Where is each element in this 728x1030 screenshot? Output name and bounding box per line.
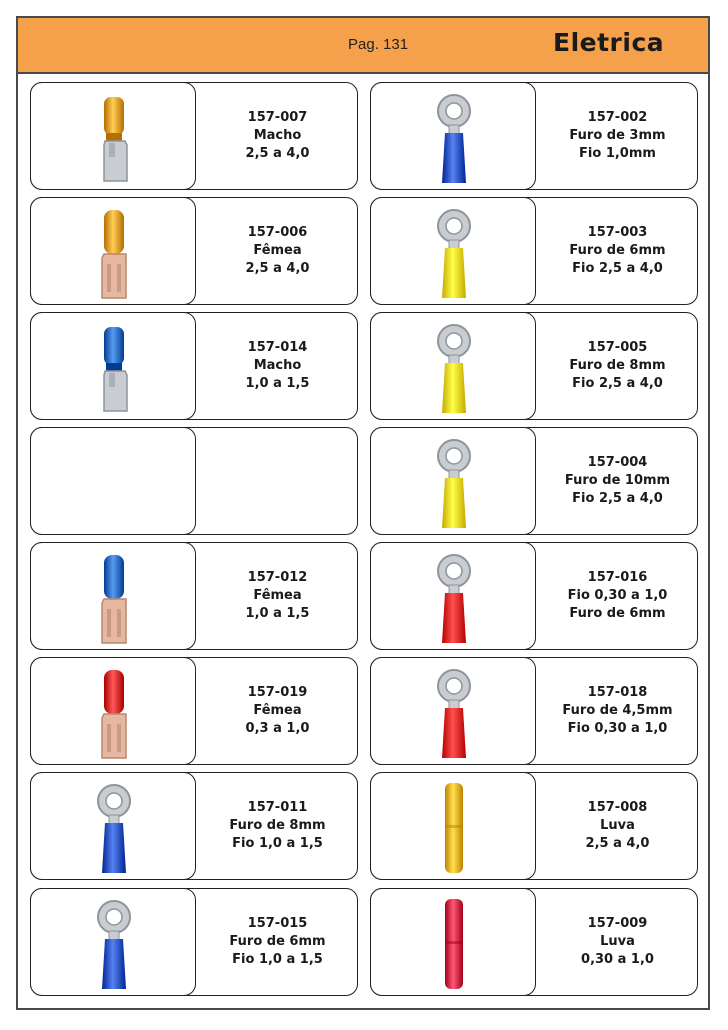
ring-terminal-icon bbox=[31, 889, 197, 997]
product-description bbox=[536, 313, 699, 419]
product-type: Macho bbox=[253, 358, 302, 373]
product-spec: Fio 2,5 a 4,0 bbox=[572, 376, 663, 391]
product-description bbox=[536, 658, 699, 764]
product-code: 157-016 bbox=[587, 570, 648, 585]
product-spec: 0,3 a 1,0 bbox=[245, 721, 310, 736]
product-spec: 2,5 a 4,0 bbox=[245, 146, 310, 161]
product-description bbox=[536, 198, 699, 304]
product-type: Furo de 3mm bbox=[569, 128, 666, 143]
product-card bbox=[30, 197, 358, 305]
product-image-box bbox=[30, 772, 196, 880]
product-image-box bbox=[370, 657, 536, 765]
product-type: Luva bbox=[600, 818, 635, 833]
product-image-box bbox=[370, 542, 536, 650]
product-description bbox=[196, 658, 359, 764]
product-spec: 0,30 a 1,0 bbox=[581, 952, 654, 967]
female-spade-terminal-icon bbox=[31, 543, 197, 651]
product-card bbox=[370, 427, 698, 535]
product-card bbox=[370, 772, 698, 880]
product-image-box bbox=[30, 427, 196, 535]
page-header bbox=[18, 18, 708, 74]
product-image-box bbox=[30, 312, 196, 420]
product-image-box bbox=[370, 427, 536, 535]
product-image-box bbox=[30, 197, 196, 305]
product-code: 157-018 bbox=[587, 685, 648, 700]
female-spade-terminal-icon bbox=[31, 658, 197, 766]
product-type: Furo de 10mm bbox=[564, 473, 671, 488]
product-description bbox=[536, 543, 699, 649]
product-type: Fêmea bbox=[253, 588, 302, 603]
product-description bbox=[196, 889, 359, 995]
product-description bbox=[536, 428, 699, 534]
ring-terminal-icon bbox=[371, 313, 537, 421]
product-description bbox=[196, 428, 359, 534]
product-code: 157-015 bbox=[247, 916, 308, 931]
ring-terminal-icon bbox=[371, 83, 537, 191]
product-card bbox=[30, 542, 358, 650]
product-description bbox=[536, 83, 699, 189]
product-card bbox=[30, 82, 358, 190]
product-spec: Fio 1,0 a 1,5 bbox=[232, 952, 323, 967]
product-description bbox=[536, 773, 699, 879]
product-card bbox=[30, 772, 358, 880]
product-code: 157-002 bbox=[587, 110, 648, 125]
product-code: 157-009 bbox=[587, 916, 648, 931]
product-spec: 2,5 a 4,0 bbox=[245, 261, 310, 276]
product-spec: Fio 1,0mm bbox=[579, 146, 656, 161]
ring-terminal-icon bbox=[371, 198, 537, 306]
product-card bbox=[30, 427, 358, 535]
product-code: 157-011 bbox=[247, 800, 308, 815]
product-card bbox=[30, 888, 358, 996]
ring-terminal-icon bbox=[31, 773, 197, 881]
product-card bbox=[370, 542, 698, 650]
male-spade-terminal-icon bbox=[31, 83, 197, 191]
product-image-box bbox=[370, 197, 536, 305]
product-type: Fio 0,30 a 1,0 bbox=[567, 588, 668, 603]
ring-terminal-icon bbox=[371, 428, 537, 536]
product-type: Luva bbox=[600, 934, 635, 949]
product-spec: 2,5 a 4,0 bbox=[585, 836, 650, 851]
product-image-box bbox=[30, 888, 196, 996]
product-code: 157-005 bbox=[587, 340, 648, 355]
product-description bbox=[196, 543, 359, 649]
male-spade-terminal-icon bbox=[31, 313, 197, 421]
product-image-box bbox=[370, 772, 536, 880]
product-code: 157-014 bbox=[247, 340, 308, 355]
butt-splice-icon bbox=[371, 889, 537, 997]
product-image-box bbox=[370, 888, 536, 996]
product-type: Macho bbox=[253, 128, 302, 143]
product-code: 157-019 bbox=[247, 685, 308, 700]
product-image-box bbox=[30, 657, 196, 765]
product-code: 157-007 bbox=[247, 110, 308, 125]
product-spec: Fio 0,30 a 1,0 bbox=[567, 721, 668, 736]
product-description bbox=[196, 313, 359, 419]
product-spec: 1,0 a 1,5 bbox=[245, 376, 310, 391]
product-description bbox=[196, 773, 359, 879]
product-spec: Furo de 6mm bbox=[569, 606, 666, 621]
product-card bbox=[370, 888, 698, 996]
product-image-box bbox=[370, 312, 536, 420]
product-card bbox=[30, 312, 358, 420]
product-card bbox=[30, 657, 358, 765]
butt-splice-icon bbox=[371, 773, 537, 881]
product-type: Furo de 6mm bbox=[229, 934, 326, 949]
product-spec: 1,0 a 1,5 bbox=[245, 606, 310, 621]
product-card bbox=[370, 312, 698, 420]
product-card bbox=[370, 82, 698, 190]
product-code: 157-008 bbox=[587, 800, 648, 815]
section-title: Eletrica bbox=[553, 28, 665, 57]
female-spade-terminal-icon bbox=[31, 198, 197, 306]
ring-terminal-icon bbox=[371, 658, 537, 766]
product-card bbox=[370, 197, 698, 305]
product-type: Furo de 8mm bbox=[229, 818, 326, 833]
product-description bbox=[196, 198, 359, 304]
product-code: 157-003 bbox=[587, 225, 648, 240]
ring-terminal-icon bbox=[371, 543, 537, 651]
page-number: Pag. 131 bbox=[348, 36, 409, 53]
product-type: Furo de 6mm bbox=[569, 243, 666, 258]
product-code: 157-012 bbox=[247, 570, 308, 585]
product-image-box bbox=[30, 82, 196, 190]
product-type: Furo de 8mm bbox=[569, 358, 666, 373]
product-spec: Fio 1,0 a 1,5 bbox=[232, 836, 323, 851]
product-description bbox=[196, 83, 359, 189]
product-image-box bbox=[370, 82, 536, 190]
product-description bbox=[536, 889, 699, 995]
product-code: 157-004 bbox=[587, 455, 648, 470]
product-image-box bbox=[30, 542, 196, 650]
product-type: Fêmea bbox=[253, 243, 302, 258]
product-spec: Fio 2,5 a 4,0 bbox=[572, 491, 663, 506]
product-card bbox=[370, 657, 698, 765]
product-spec: Fio 2,5 a 4,0 bbox=[572, 261, 663, 276]
product-type: Fêmea bbox=[253, 703, 302, 718]
product-code: 157-006 bbox=[247, 225, 308, 240]
product-type: Furo de 4,5mm bbox=[562, 703, 673, 718]
